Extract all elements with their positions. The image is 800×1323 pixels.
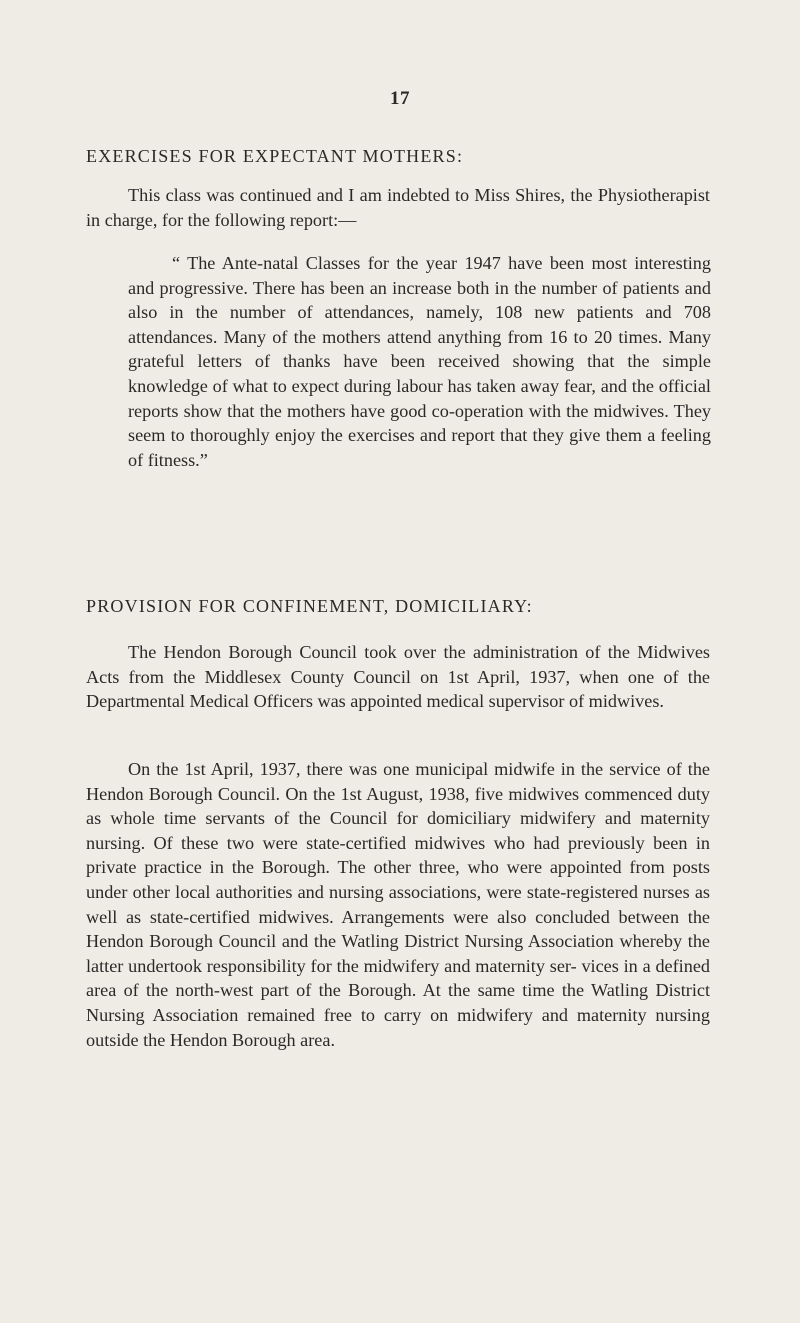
report-quote-paragraph: “ The Ante-natal Classes for the year 1947 have been most interesting and progressive. There has been an increase both in the number of patients and also in the number of attendances, namely, 108 new patients and 708 attendances. Many of the mothers attend anything from 16 to 20 times. Many grateful letters of thanks have been received showing that the simple knowledge of what to expect during labour has taken away fear, and the official reports show that the mothers have good co-operation with the midwives. They seem to thoroughly enjoy the exercises and report that they give them a feeling of fitness.” xyxy=(128,253,711,470)
midwives-service-paragraph: On the 1st April, 1937, there was one municipal midwife in the service of the Hendon Borough Council. On the 1st August, 1938, five midwives commenced duty as whole time servants of the Council for domiciliary midwifery and maternity nursing. Of these two were state-certified midwives who had previously been in private practice in the Borough. The other three, who were appointed from posts under other local authorities and nursing associations, were state-registered nurses as well as state-certified midwives. Arrangements were also concluded between the Hendon Borough Council and the Watling District Nursing Association whereby the latter undertook responsibility for the midwifery and maternity ser- vices in a defined area of the north-west part of the Borough. At the same time the Watling District Nursing Association remained free to carry on midwifery and maternity nursing outside the Hendon Borough area. xyxy=(86,759,710,1050)
section-heading-provision: PROVISION FOR CONFINEMENT, DOMICILIARY: xyxy=(86,596,533,616)
administration-paragraph: The Hendon Borough Council took over the administration of the Midwives Acts from the Middlesex County Council on 1st April, 1937, when one of the Departmental Medical Officers was appointed medical supervisor of midwives. xyxy=(86,642,710,712)
section-heading-exercises: EXERCISES FOR EXPECTANT MOTHERS: xyxy=(86,146,464,166)
intro-paragraph: This class was continued and I am indebted to Miss Shires, the Physiotherapist in charge, for the following report:— xyxy=(86,185,710,230)
page-number: 17 xyxy=(390,88,410,109)
